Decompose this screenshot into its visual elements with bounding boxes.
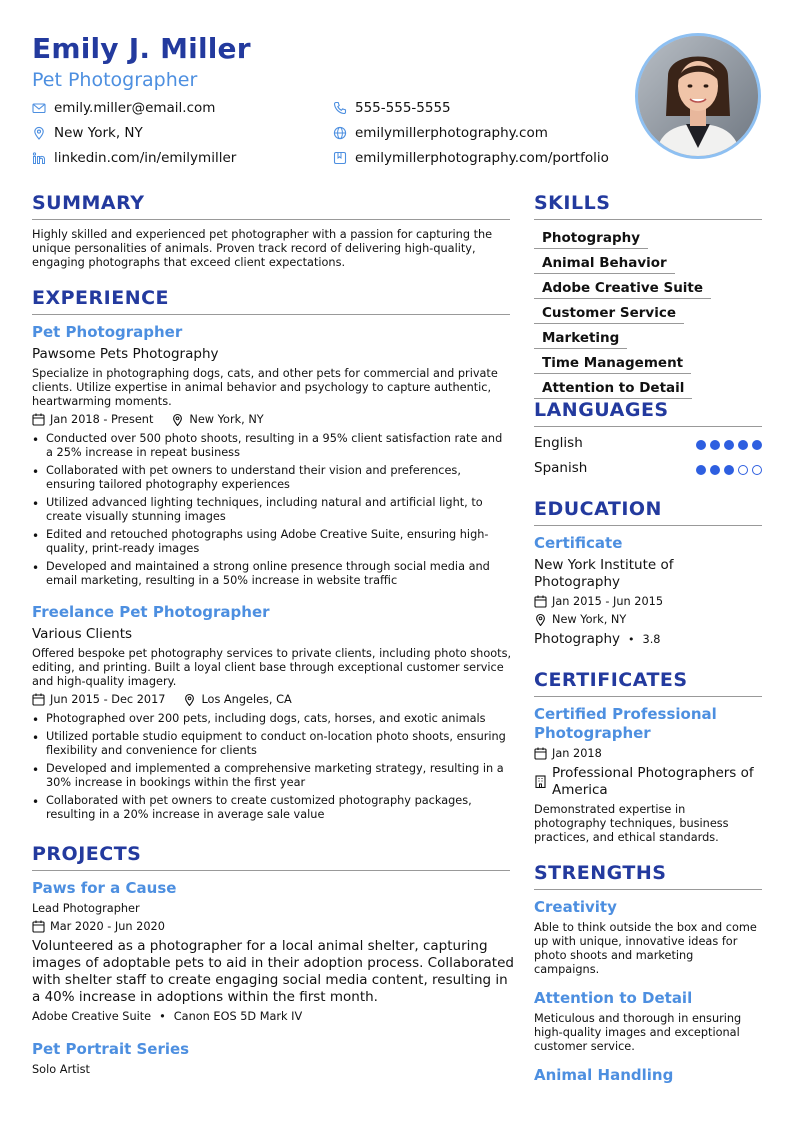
strength-description: Able to think outside the box and come up with unique, innovative ideas for photo shoots and marketing campaigns. xyxy=(534,921,757,976)
contact-email[interactable] xyxy=(32,100,215,116)
level-dot-filled xyxy=(710,440,720,450)
project-role: Solo Artist xyxy=(32,1063,90,1076)
field-of-study: Photography xyxy=(534,631,621,647)
project-tools xyxy=(32,1010,302,1024)
job-description: Specialize in photographing dogs, cats, and other pets for commercial and private clients. Utilize expertise in animal behavior and psychology to capture authentic, heartwarming moments. xyxy=(32,367,498,408)
job-meta xyxy=(32,693,292,706)
contact-linkedin[interactable] xyxy=(32,150,236,166)
project-title: Pet Portrait Series xyxy=(32,1040,190,1058)
skill-item: Marketing xyxy=(534,329,627,349)
company-name: Pawsome Pets Photography xyxy=(32,346,219,362)
bullet-item: • Photographed over 200 pets, including dogs, cats, horses, and exotic animals xyxy=(32,712,510,726)
skill-item: Animal Behavior xyxy=(534,254,675,274)
skill-item: Photography xyxy=(534,229,648,249)
skills-heading: SKILLS xyxy=(534,192,611,214)
summary-heading: SUMMARY xyxy=(32,192,145,214)
level-dot-filled xyxy=(724,465,734,475)
job-location: Los Angeles, CA xyxy=(201,693,292,706)
education-location-row xyxy=(534,613,626,626)
linkedin-text: linkedin.com/in/emilymiller xyxy=(54,150,237,166)
project-description: Volunteered as a photographer for a local animal shelter, capturing images of adoptable pets to aid in their adoption process. Collaborated with shelter staff to create engaging social media content, resulting in a 40% increase in adoptions within the first month. xyxy=(32,938,514,1005)
strengths-divider xyxy=(534,889,762,890)
level-dot-filled xyxy=(724,440,734,450)
skill-item: Adobe Creative Suite xyxy=(534,279,711,299)
certificate-date: Jan 2018 xyxy=(552,747,602,760)
profile-photo xyxy=(635,33,761,159)
skill-item: Time Management xyxy=(534,354,691,374)
phone-icon xyxy=(333,101,347,115)
email-text: emily.miller@email.com xyxy=(54,100,216,116)
skills-list xyxy=(534,227,764,402)
level-dot-filled xyxy=(738,440,748,450)
language-row xyxy=(534,460,762,476)
certificates-heading: CERTIFICATES xyxy=(534,669,688,691)
job-bullets xyxy=(32,432,510,592)
job-title: Pet Photographer xyxy=(32,323,183,341)
candidate-name: Emily J. Miller xyxy=(32,32,251,65)
language-name: English xyxy=(534,435,583,451)
education-field-row xyxy=(534,631,661,647)
location-pin-icon xyxy=(171,413,184,426)
strengths-heading: STRENGTHS xyxy=(534,862,667,884)
contact-portfolio[interactable] xyxy=(333,150,609,166)
job-location: New York, NY xyxy=(189,413,264,426)
project-role: Lead Photographer xyxy=(32,902,140,915)
portfolio-icon xyxy=(333,151,347,165)
level-dot-filled xyxy=(710,465,720,475)
bullet-item: • Developed and implemented a comprehensive marketing strategy, resulting in a 30% increase in bookings within the first year xyxy=(32,762,510,790)
bullet-item: • Conducted over 500 photo shoots, resulting in a 95% client satisfaction rate and a 25% increase in repeat business xyxy=(32,432,510,460)
bullet-item: • Utilized portable studio equipment to conduct on-location photo shoots, ensuring flexibility and convenience for clients xyxy=(32,730,510,758)
certificate-date-row xyxy=(534,747,602,760)
projects-heading: PROJECTS xyxy=(32,843,142,865)
calendar-icon xyxy=(32,920,45,933)
language-level xyxy=(696,465,762,475)
project-meta xyxy=(32,920,165,933)
company-name: Various Clients xyxy=(32,626,133,642)
experience-divider xyxy=(32,314,510,315)
location-pin-icon xyxy=(183,693,196,706)
bullet-item: • Developed and maintained a strong online presence through social media and email marketing, resulting in a 50% increase in website traffic xyxy=(32,560,510,588)
globe-icon xyxy=(333,126,347,140)
degree-title: Certificate xyxy=(534,534,623,552)
level-dot-empty xyxy=(752,465,762,475)
certificate-name: Certified Professional Photographer xyxy=(534,705,717,742)
summary-text: Highly skilled and experienced pet photographer with a passion for capturing the unique personalities of animals. Proven track record of delivering high-quality, engaging photographs that exceed client expectations. xyxy=(32,228,493,269)
certificate-issuer: Professional Photographers of America xyxy=(552,765,754,798)
contact-website[interactable] xyxy=(333,125,548,141)
certificate-description: Demonstrated expertise in photography techniques, business practices, and ethical standards. xyxy=(534,803,729,844)
job-bullets xyxy=(32,712,510,826)
candidate-role: Pet Photographer xyxy=(32,69,198,91)
strength-title: Creativity xyxy=(534,898,617,916)
experience-heading: EXPERIENCE xyxy=(32,287,170,309)
contact-phone[interactable] xyxy=(333,100,451,116)
separator-dot: • xyxy=(159,1010,166,1023)
language-name: Spanish xyxy=(534,460,588,476)
job-title: Freelance Pet Photographer xyxy=(32,603,270,621)
skill-item: Attention to Detail xyxy=(534,379,692,399)
strength-description: Meticulous and thorough in ensuring high-quality images and exceptional customer service. xyxy=(534,1012,742,1053)
education-heading: EDUCATION xyxy=(534,498,662,520)
location-pin-icon xyxy=(534,613,547,626)
job-dates: Jun 2015 - Dec 2017 xyxy=(50,693,166,706)
project-tool: Canon EOS 5D Mark IV xyxy=(173,1010,303,1023)
bullet-item: • Collaborated with pet owners to understand their vision and preferences, ensuring tailored photography experiences xyxy=(32,464,510,492)
linkedin-icon xyxy=(32,151,46,165)
job-meta xyxy=(32,413,264,426)
calendar-icon xyxy=(534,595,547,608)
school-name: New York Institute of Photography xyxy=(534,557,674,590)
education-dates: Jan 2015 - Jun 2015 xyxy=(552,595,664,608)
bullet-item: • Utilized advanced lighting techniques, including natural and artificial light, to create visually stunning images xyxy=(32,496,510,524)
skills-divider xyxy=(534,219,762,220)
level-dot-filled xyxy=(752,440,762,450)
strength-title: Attention to Detail xyxy=(534,989,693,1007)
calendar-icon xyxy=(32,413,45,426)
job-description: Offered bespoke pet photography services to private clients, including photo shoots, editing, and printing. Built a loyal client base through exceptional customer service and high-quality imagery. xyxy=(32,647,512,688)
certificates-divider xyxy=(534,696,762,697)
summary-divider xyxy=(32,219,510,220)
languages-heading: LANGUAGES xyxy=(534,399,669,421)
project-title: Paws for a Cause xyxy=(32,879,177,897)
project-dates: Mar 2020 - Jun 2020 xyxy=(50,920,165,933)
education-divider xyxy=(534,525,762,526)
level-dot-empty xyxy=(738,465,748,475)
job-dates: Jan 2018 - Present xyxy=(50,413,154,426)
building-icon xyxy=(534,775,547,788)
portfolio-text: emilymillerphotography.com/portfolio xyxy=(355,150,609,166)
skill-item: Customer Service xyxy=(534,304,684,324)
project-tool: Adobe Creative Suite xyxy=(32,1010,152,1023)
bullet-item: • Edited and retouched photographs using Adobe Creative Suite, ensuring high-quality, print-ready images xyxy=(32,528,510,556)
location-text: New York, NY xyxy=(54,125,143,141)
website-text: emilymillerphotography.com xyxy=(355,125,548,141)
languages-divider xyxy=(534,426,762,427)
calendar-icon xyxy=(534,747,547,760)
level-dot-filled xyxy=(696,440,706,450)
bullet-item: • Collaborated with pet owners to create customized photography packages, resulting in a 20% increase in average sale value xyxy=(32,794,510,822)
language-row xyxy=(534,435,762,451)
contact-location xyxy=(32,125,143,141)
level-dot-filled xyxy=(696,465,706,475)
phone-text: 555-555-5555 xyxy=(355,100,451,116)
certificate-issuer-row xyxy=(534,765,764,799)
education-dates-row xyxy=(534,595,663,608)
education-location: New York, NY xyxy=(552,613,627,626)
projects-divider xyxy=(32,870,510,871)
strength-title: Animal Handling xyxy=(534,1066,674,1084)
separator-dot: • xyxy=(628,633,635,646)
location-pin-icon xyxy=(32,126,46,140)
language-level xyxy=(696,440,762,450)
gpa-value: 3.8 xyxy=(642,633,661,646)
calendar-icon xyxy=(32,693,45,706)
mail-icon xyxy=(32,101,46,115)
